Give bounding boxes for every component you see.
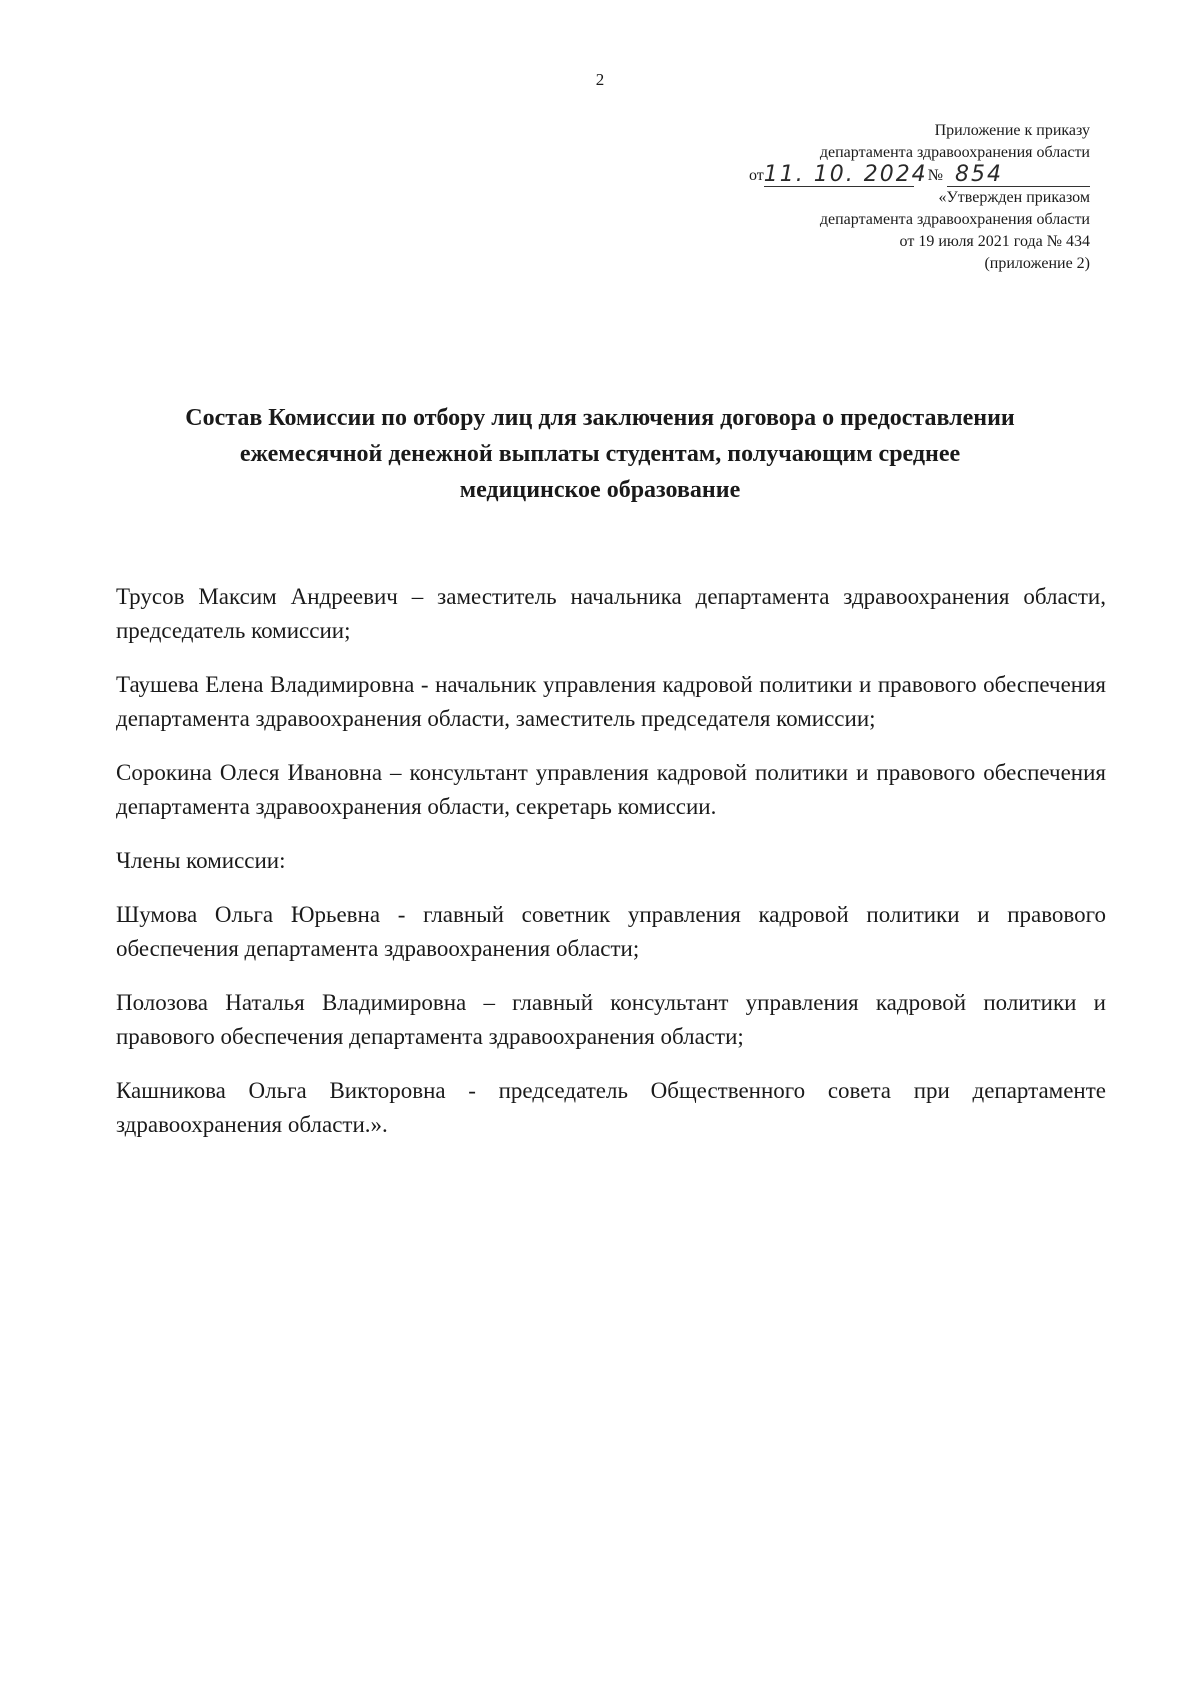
header-line-department: департамента здравоохранения области — [819, 144, 1090, 161]
handwritten-number: 854 — [947, 164, 1090, 187]
member-secretary: Сорокина Олеся Ивановна – консультант управления кадровой политики и правового обеспечения департамента здравоохранения области, секретарь комиссии. — [116, 760, 1106, 819]
member-3: Кашникова Ольга Викторовна - председатель Общественного совета при департаменте здравоохранения области.». — [116, 1078, 1106, 1137]
title-line-1: Состав Комиссии по отбору лиц для заключения договора о предоставлении — [185, 405, 1015, 431]
title-line-2: ежемесячной денежной выплаты студентам, получающим среднее — [239, 441, 961, 467]
handwritten-date: 11. 10. 2024 — [763, 162, 928, 187]
number-sign: № — [927, 167, 943, 184]
header-line-appendix-number: (приложение 2) — [984, 255, 1090, 272]
appendix-header — [570, 120, 1090, 275]
header-date-line — [570, 164, 1090, 187]
header-line-order-date: от 19 июля 2021 года № 434 — [899, 233, 1090, 250]
commission-members — [116, 580, 1106, 1162]
header-line-appendix: Приложение к приказу — [934, 122, 1090, 139]
header-line-department-2: департамента здравоохранения области — [819, 211, 1090, 228]
date-prefix: от — [748, 167, 764, 184]
members-heading: Члены комиссии: — [116, 848, 286, 873]
page-number: 2 — [595, 70, 605, 89]
member-2: Полозова Наталья Владимировна – главный консультант управления кадровой политики и правового обеспечения департамента здравоохранения области; — [116, 990, 1106, 1049]
document-title — [110, 400, 1090, 508]
header-line-approved: «Утвержден приказом — [938, 189, 1090, 206]
title-line-3: медицинское образование — [459, 477, 741, 503]
member-1: Шумова Ольга Юрьевна - главный советник управления кадровой политики и правового обеспечения департамента здравоохранения области; — [116, 902, 1106, 961]
member-chairman: Трусов Максим Андреевич – заместитель начальника департамента здравоохранения области, председатель комиссии; — [116, 584, 1106, 643]
member-deputy-chairman: Таушева Елена Владимировна - начальник управления кадровой политики и правового обеспечения департамента здравоохранения области, заместитель председателя комиссии; — [116, 672, 1106, 731]
